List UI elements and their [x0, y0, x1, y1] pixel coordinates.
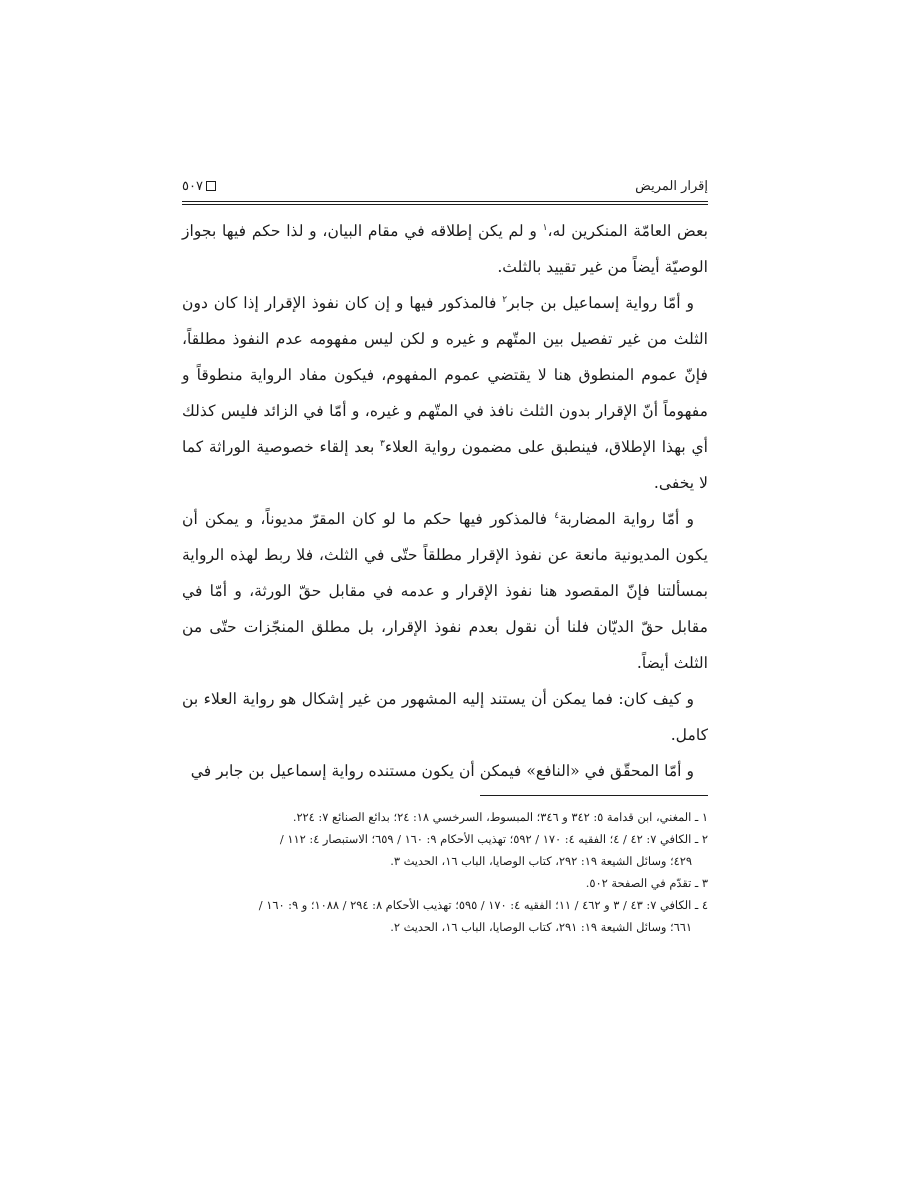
footnote-separator	[480, 795, 708, 796]
footnote-4-cont: ٦٦١؛ وسائل الشيعة ١٩: ٢٩١، كتاب الوصايا، الباب ١٦، الحديث ٢.	[390, 920, 692, 934]
paragraph-1: بعض العامّة المنكرين له،$^١$ و لم يكن إطلاقه في مقام البيان، و لذا حكم فيها بجواز الوصيّة أيضاً من غير تقييد بالثلث.	[182, 222, 708, 276]
footnotes	[182, 806, 708, 938]
paragraph-3: و أمّا رواية المضاربة$^٤$ فالمذكور فيها حكم ما لو كان المقرّ مديوناً، و يمكن أن يكون المديونية مانعة عن نفوذ الإقرار مطلقاً حتّى في الثلث، فلا ربط لهذه الرواية بمسألتنا فإنّ المقصود هنا نفوذ الإقرار و عدمه في مقابل حقّ الورثة، و أمّا في مقابل حقّ الديّان فلنا أن نقول بعدم نفوذ الإقرار، بل مطلق المنجّزات حتّى من الثلث أيضاً.	[182, 510, 708, 672]
running-header	[182, 176, 708, 196]
main-text	[182, 213, 708, 789]
paragraph-5: و أمّا المحقّق في «النافع» فيمكن أن يكون مستنده رواية إسماعيل بن جابر في	[190, 762, 694, 780]
footnote-ref-3: ٣	[380, 438, 385, 449]
footnote-ref-1: ١	[542, 222, 548, 233]
footnote-2: ٢ ـ الكافي ٧: ٤٢ / ٤؛ الفقيه ٤: ١٧٠ / ٥٩٢؛ تهذيب الأحكام ٩: ١٦٠ / ٦٥٩؛ الاستبصار ٤: ١١٢ /	[279, 832, 708, 846]
book-page	[182, 170, 708, 938]
footnote-1: ١ ـ المغني، ابن قدامة ٥: ٣٤٢ و ٣٤٦؛ المبسوط، السرخسي ١٨: ٢٤؛ بدائع الصنائع ٧: ٢٢٤.	[292, 810, 708, 824]
footnote-3: ٣ ـ تقدّم في الصفحة ٥٠٢.	[585, 876, 708, 890]
paragraph-4: و كيف كان: فما يمكن أن يستند إليه المشهور من غير إشكال هو رواية العلاء بن كامل.	[182, 690, 708, 744]
page-number-group	[182, 179, 216, 194]
footnote-4: ٤ ـ الكافي ٧: ٤٣ / ٣ و ٤٦٢ / ١١؛ الفقيه ٤: ١٧٠ / ٥٩٥؛ تهذيب الأحكام ٨: ٢٩٤ / ١٠٨٨؛ و ٩: ١٦٠ /	[258, 898, 708, 912]
footnote-ref-4: ٤	[554, 510, 560, 521]
square-box-icon	[206, 181, 216, 191]
page-number: ٥٠٧	[182, 178, 203, 194]
header-double-rule	[182, 201, 708, 205]
running-title: إقرار المريض	[635, 178, 708, 194]
footnote-2-cont: ٤٢٩؛ وسائل الشيعة ١٩: ٢٩٢، كتاب الوصايا، الباب ١٦، الحديث ٣.	[390, 854, 692, 868]
paragraph-2: و أمّا رواية إسماعيل بن جابر$^٢$ فالمذكور فيها و إن كان نفوذ الإقرار إذا كان دون الثلث من غير تفصيل بين المتّهم و غيره و لكن ليس مفهومه عدم النفوذ مطلقاً، فإنّ عموم المنطوق هنا لا يقتضي عموم المفهوم، فيكون مفاد الرواية منطوقاً و مفهوماً أنّ الإقرار بدون الثلث نافذ في المتّهم و غيره، و أمّا في الزائد فليس كذلك أي بهذا الإطلاق، فينطبق على مضمون رواية العلاء$^٣$ بعد إلقاء خصوصية الوراثة كما لا يخفى.	[182, 294, 709, 492]
footnote-ref-2: ٢	[502, 294, 508, 305]
